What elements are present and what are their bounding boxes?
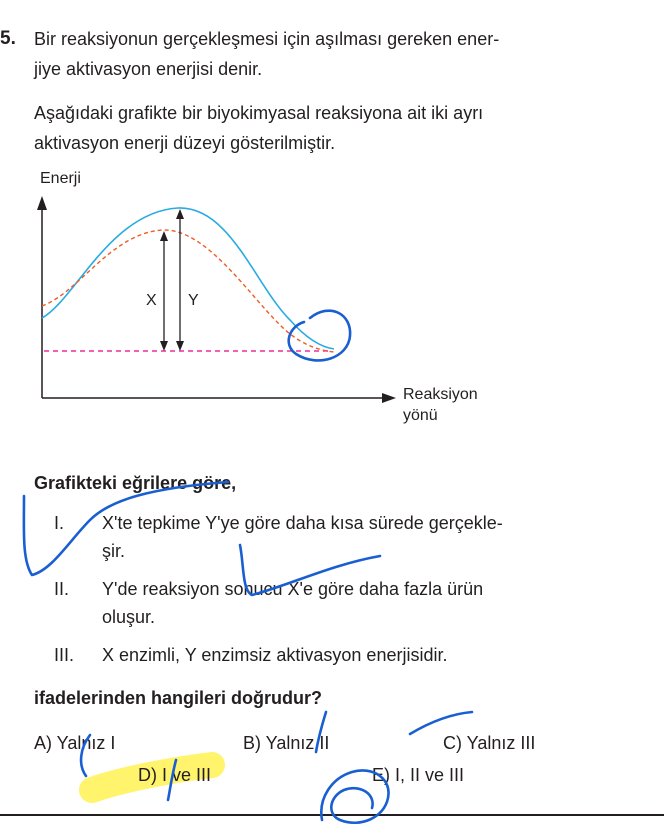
arrow-y-label: Y [188, 292, 199, 309]
x-axis-label-line-1: Reaksiyon [403, 386, 478, 403]
pen-circle-curve-end [289, 311, 350, 361]
option-a[interactable]: A) Yalnız I [34, 733, 116, 753]
statement-3-roman: III. [54, 645, 75, 665]
intro-line-1: Bir reaksiyonun gerçekleşmesi için aşılması gereken ener- [34, 29, 500, 49]
statement-2-line-2: oluşur. [102, 607, 156, 627]
statements-heading: Grafikteki eğrilere göre, [34, 473, 237, 493]
option-e[interactable]: E) I, II ve III [372, 765, 465, 785]
arrow-x-label: X [146, 292, 157, 309]
statement-1-line-1: X'te tepkime Y'ye göre daha kısa sürede gerçekle- [102, 513, 503, 533]
pen-mark-option-a [81, 735, 90, 776]
statement-2-line-1: Y'de reaksiyon sonucu X'e göre daha fazla ürün [102, 579, 484, 599]
pen-mark-option-b [316, 712, 326, 752]
pen-mark-option-c [410, 712, 472, 734]
question-number: 5. [0, 28, 16, 49]
pen-stroke-statement-2 [240, 545, 380, 595]
description-line-1: Aşağıdaki grafikte bir biyokimyasal reaksiyona ait iki ayrı [34, 103, 484, 123]
statement-2-roman: II. [54, 579, 70, 599]
option-d[interactable]: D) I ve III [138, 765, 212, 785]
statement-3-line-1: X enzimli, Y enzimsiz aktivasyon enerjisidir. [102, 645, 448, 665]
option-b[interactable]: B) Yalnız II [243, 733, 330, 753]
description-line-2: aktivasyon enerji düzeyi gösterilmiştir. [34, 133, 336, 153]
pen-stroke-statement-1 [24, 482, 228, 575]
statement-1-roman: I. [54, 513, 65, 533]
statement-1-line-2: şir. [102, 541, 126, 561]
y-axis-label: Enerji [40, 170, 81, 187]
pen-mark-option-d [168, 760, 176, 800]
pen-circle-option-e [321, 770, 388, 822]
question-prompt: ifadelerinden hangileri doğrudur? [34, 688, 323, 708]
intro-line-2: jiye aktivasyon enerjisi denir. [34, 59, 263, 79]
option-c[interactable]: C) Yalnız III [443, 733, 536, 753]
x-axis-label-line-2: yönü [403, 407, 438, 424]
